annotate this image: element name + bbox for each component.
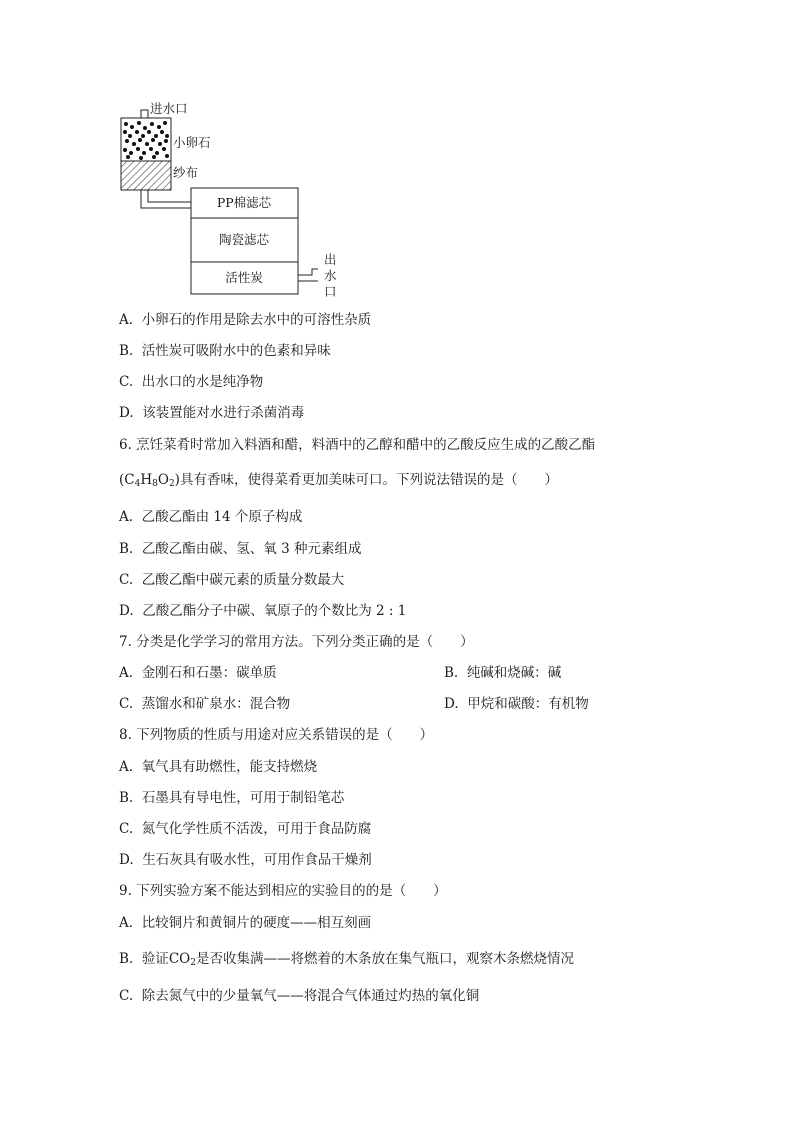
q8-option-d: D. 生石灰具有吸水性，可用作食品干燥剂 (119, 852, 372, 868)
q8-option-c: C. 氮气化学性质不活泼，可用于食品防腐 (119, 821, 372, 837)
q8-option-b: B. 石墨具有导电性，可用于制铅笔芯 (119, 790, 345, 806)
q7-option-b: B. 纯碱和烧碱：碱 (444, 665, 562, 681)
q5-option-d: D. 该装置能对水进行杀菌消毒 (119, 405, 305, 421)
q6-stem-line2: $(C_4H_8O_2)$具有香味，使得菜肴更加美味可口。下列说法错误的是（ ） (119, 472, 558, 489)
outlet-label-2: 水 (324, 268, 337, 283)
q6-option-d: D. 乙酸乙酯分子中碳、氧原子的个数比为 2 : 1 (119, 603, 407, 619)
q5-option-b: B. 活性炭可吸附水中的色素和异味 (119, 343, 331, 359)
outlet-label-1: 出 (324, 252, 337, 267)
q8-stem: 8. 下列物质的性质与用途对应关系错误的是（ ） (119, 727, 434, 743)
q5-option-c: C. 出水口的水是纯净物 (119, 374, 264, 390)
gauze-label: 纱布 (173, 165, 199, 180)
q7-option-a: A. 金刚石和石墨：碳单质 (119, 665, 277, 681)
gauze-layer (121, 161, 171, 190)
pebbles-label: 小卵石 (173, 135, 211, 150)
formula: $(C_4H_8O_2)$ (119, 472, 180, 489)
q7-option-c: C. 蒸馏水和矿泉水：混合物 (119, 696, 291, 712)
connecting-pipe (141, 190, 191, 208)
q9-stem: 9. 下列实验方案不能达到相应的实验目的的是（ ） (119, 883, 447, 899)
outlet-pipe (298, 269, 318, 281)
q8-option-a: A. 氧气具有助燃性，能支持燃烧 (119, 759, 318, 775)
q6-option-b: B. 乙酸乙酯由碳、氢、氧 3 种元素组成 (119, 541, 362, 557)
q6-stem-line1: 6. 烹饪菜肴时常加入料酒和醋，料酒中的乙醇和醋中的乙酸反应生成的乙酸乙酯 (119, 437, 596, 453)
q9-option-c: C. 除去氮气中的少量氧气——将混合气体通过灼热的氧化铜 (119, 988, 480, 1004)
outlet-label-3: 口 (324, 284, 337, 299)
q7-option-d: D. 甲烷和碳酸：有机物 (444, 696, 589, 712)
q9-option-a: A. 比较铜片和黄铜片的硬度——相互刻画 (119, 915, 372, 931)
inlet-label: 进水口 (150, 101, 188, 116)
q9-option-b: B. 验证$CO_2$是否收集满——将燃着的木条放在集气瓶口，观察木条燃烧情况 (119, 951, 574, 968)
carbon-filter-label: 活性炭 (225, 270, 263, 285)
water-purifier-diagram (110, 100, 350, 300)
inlet-pipe (141, 110, 148, 118)
q6-option-c: C. 乙酸乙酯中碳元素的质量分数最大 (119, 572, 345, 588)
q6-option-a: A. 乙酸乙酯由 14 个原子构成 (119, 509, 303, 525)
q5-option-a: A. 小卵石的作用是除去水中的可溶性杂质 (119, 312, 372, 328)
q7-stem: 7. 分类是化学学习的常用方法。下列分类正确的是（ ） (119, 634, 474, 650)
pp-filter-label: PP棉滤芯 (216, 195, 272, 210)
ceramic-filter-label: 陶瓷滤芯 (218, 232, 270, 247)
